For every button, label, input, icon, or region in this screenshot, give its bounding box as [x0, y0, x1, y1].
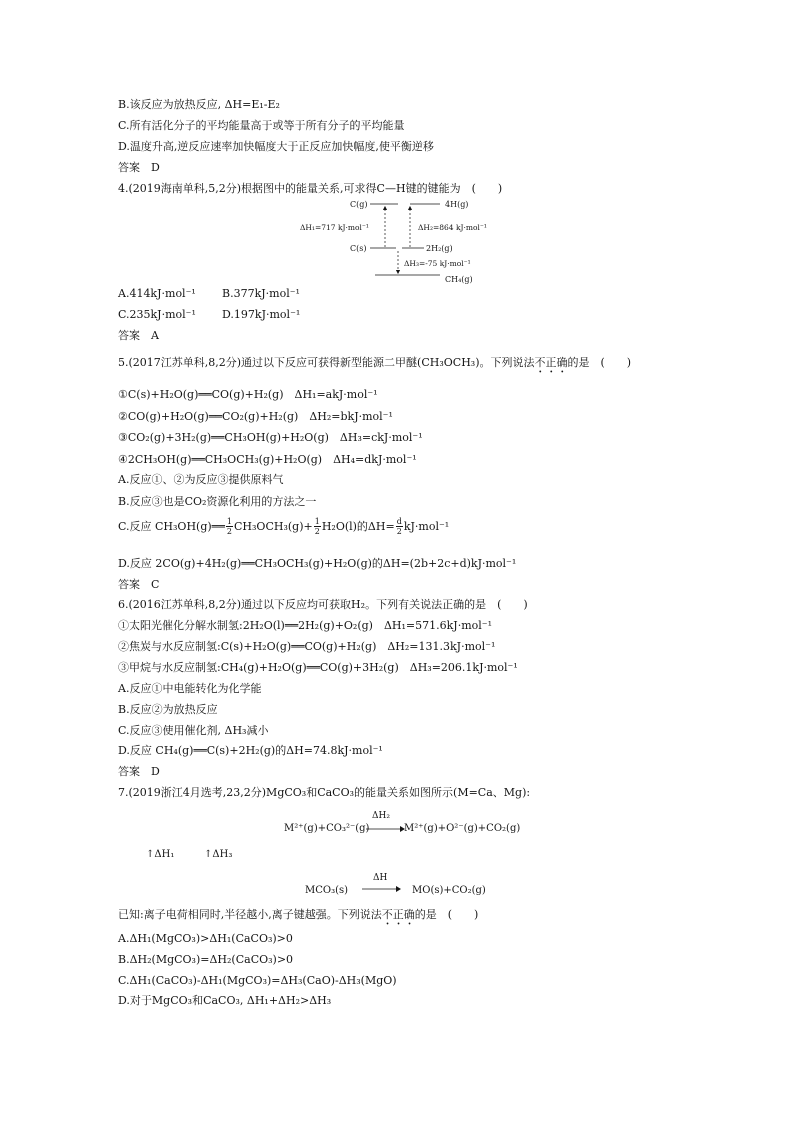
q4-label-dh2: ΔH₂=864 kJ·mol⁻¹	[418, 223, 487, 232]
q7-option-c: C.ΔH₁(CaCO₃)-ΔH₁(MgCO₃)=ΔH₃(CaO)-ΔH₃(MgO)	[118, 974, 397, 987]
q3-option-c: C.所有活化分子的平均能量高于或等于所有分子的平均能量	[118, 119, 405, 132]
q4-label-c-g: C(g)	[350, 200, 368, 209]
q7-note-prefix: 已知:离子电荷相同时,半径越小,离子键越强。下列说法	[118, 908, 382, 921]
q5-reaction-2: ②CO(g)+H₂O(g)══CO₂(g)+H₂(g) ΔH₂=bkJ·mol⁻¹	[118, 410, 393, 423]
q7-diagram-up-arrow-1: ↑ΔH₁	[146, 849, 175, 860]
q5-option-c-suffix: kJ·mol⁻¹	[403, 519, 450, 533]
q3-option-d: D.温度升高,逆反应速率加快幅度大于正反应加快幅度,使平衡逆移	[118, 140, 434, 153]
q6-reaction-3: ③甲烷与水反应制氢:CH₄(g)+H₂O(g)══CO(g)+3H₂(g) ΔH₃=206.1kJ·mol⁻¹	[118, 661, 518, 674]
q5-option-c-fraction-1	[226, 517, 233, 536]
q5-option-c-fraction-2	[314, 517, 321, 536]
q5-stem-emphasis: 不正确	[534, 356, 568, 369]
q7-stem: 7.(2019浙江4月选考,23,2分)MgCO₃和CaCO₃的能量关系如图所示(M=Ca、Mg):	[118, 786, 531, 799]
fraction-denominator: 2	[226, 527, 233, 536]
q4-label-2h2-g: 2H₂(g)	[426, 244, 453, 253]
q5-stem	[118, 356, 631, 376]
q7-option-d: D.对于MgCO₃和CaCO₃, ΔH₁+ΔH₂>ΔH₃	[118, 994, 332, 1007]
q7-note-emphasis: 不正确	[381, 908, 415, 921]
q4-energy-diagram	[290, 195, 505, 287]
q4-label-ch4-g: CH₄(g)	[445, 275, 473, 284]
q5-option-c-mid-2: H₂O(l)的ΔH=	[321, 519, 395, 533]
q6-option-d: D.反应 CH₄(g)══C(s)+2H₂(g)的ΔH=74.8kJ·mol⁻¹	[118, 744, 383, 757]
q5-stem-suffix: 的是 ( )	[567, 356, 632, 369]
q4-label-dh1: ΔH₁=717 kJ·mol⁻¹	[300, 223, 369, 232]
q4-label-4h-g: 4H(g)	[445, 200, 469, 209]
q5-option-c	[118, 517, 449, 536]
q4-option-b: B.377kJ·mol⁻¹	[222, 287, 300, 300]
q6-reaction-2: ②焦炭与水反应制氢:C(s)+H₂O(g)══CO(g)+H₂(g) ΔH₂=131.3kJ·mol⁻¹	[118, 640, 496, 653]
q7-diagram-top-arrow	[366, 824, 406, 834]
q6-stem: 6.(2016江苏单科,8,2分)通过以下反应均可获取H₂。下列有关说法正确的是 ( )	[118, 598, 528, 611]
q5-stem-prefix: 5.(2017江苏单科,8,2分)通过以下反应可获得新型能源二甲醚(CH₃OCH₃)。下列说法	[118, 356, 535, 369]
q6-option-b: B.反应②为放热反应	[118, 703, 218, 716]
q4-stem: 4.(2019海南单科,5,2分)根据图中的能量关系,可求得C—H键的键能为 ( )	[118, 182, 503, 195]
q7-diagram-top-left: M²⁺(g)+CO₃²⁻(g)	[284, 823, 370, 834]
q5-option-b: B.反应③也是CO₂资源化利用的方法之一	[118, 495, 317, 508]
q6-option-c: C.反应③使用催化剂, ΔH₃减小	[118, 724, 269, 737]
q4-option-a: A.414kJ·mol⁻¹	[118, 287, 196, 300]
q5-option-a: A.反应①、②为反应③提供原料气	[118, 473, 284, 486]
q5-option-d: D.反应 2CO(g)+4H₂(g)══CH₃OCH₃(g)+H₂O(g)的ΔH=(2b+2c+d)kJ·mol⁻¹	[118, 557, 517, 570]
q7-diagram-bottom-arrow	[362, 884, 402, 894]
q5-option-c-mid-1: CH₃OCH₃(g)+	[234, 519, 313, 533]
q5-option-c-prefix: C.反应 CH₃OH(g)══	[118, 519, 225, 533]
fraction-denominator: 2	[314, 527, 320, 536]
q6-reaction-1: ①太阳光催化分解水制氢:2H₂O(l)══2H₂(g)+O₂(g) ΔH₁=571.6kJ·mol⁻¹	[118, 619, 492, 632]
q4-option-d: D.197kJ·mol⁻¹	[222, 308, 301, 321]
q7-diagram-up-arrow-3: ↑ΔH₃	[204, 849, 233, 860]
q6-answer: 答案 D	[118, 765, 160, 778]
q4-answer: 答案 A	[118, 329, 159, 342]
fraction-numerator: 1	[226, 517, 233, 526]
q5-option-c-fraction-3	[396, 517, 403, 536]
q7-note	[118, 908, 478, 928]
q5-reaction-1: ①C(s)+H₂O(g)══CO(g)+H₂(g) ΔH₁=akJ·mol⁻¹	[118, 388, 378, 401]
q4-option-c: C.235kJ·mol⁻¹	[118, 308, 196, 321]
q7-option-a: A.ΔH₁(MgCO₃)>ΔH₁(CaCO₃)>0	[118, 932, 293, 945]
q4-label-c-s: C(s)	[350, 244, 367, 253]
q7-diagram-bottom-left: MCO₃(s)	[305, 885, 349, 896]
q7-option-b: B.ΔH₂(MgCO₃)=ΔH₂(CaCO₃)>0	[118, 953, 294, 966]
q7-diagram-top-arrow-label: ΔH₂	[372, 811, 390, 821]
fraction-numerator: d	[396, 517, 402, 526]
q3-answer: 答案 D	[118, 161, 160, 174]
q7-diagram-top-right: M²⁺(g)+O²⁻(g)+CO₂(g)	[404, 823, 521, 834]
q5-reaction-3: ③CO₂(g)+3H₂(g)══CH₃OH(g)+H₂O(g) ΔH₃=ckJ·mol⁻¹	[118, 431, 423, 444]
fraction-numerator: 1	[314, 517, 320, 526]
q7-note-suffix: 的是 ( )	[414, 908, 479, 921]
fraction-denominator: 2	[396, 527, 402, 536]
q3-option-b: B.该反应为放热反应, ΔH=E₁-E₂	[118, 98, 280, 111]
q6-option-a: A.反应①中电能转化为化学能	[118, 682, 262, 695]
q5-reaction-4: ④2CH₃OH(g)══CH₃OCH₃(g)+H₂O(g) ΔH₄=dkJ·mol⁻¹	[118, 453, 417, 466]
q5-answer: 答案 C	[118, 578, 160, 591]
q4-label-dh3: ΔH₃=-75 kJ·mol⁻¹	[404, 259, 471, 268]
q7-diagram-bottom-right: MO(s)+CO₂(g)	[412, 885, 486, 896]
q7-diagram-bottom-arrow-label: ΔH	[373, 873, 388, 883]
